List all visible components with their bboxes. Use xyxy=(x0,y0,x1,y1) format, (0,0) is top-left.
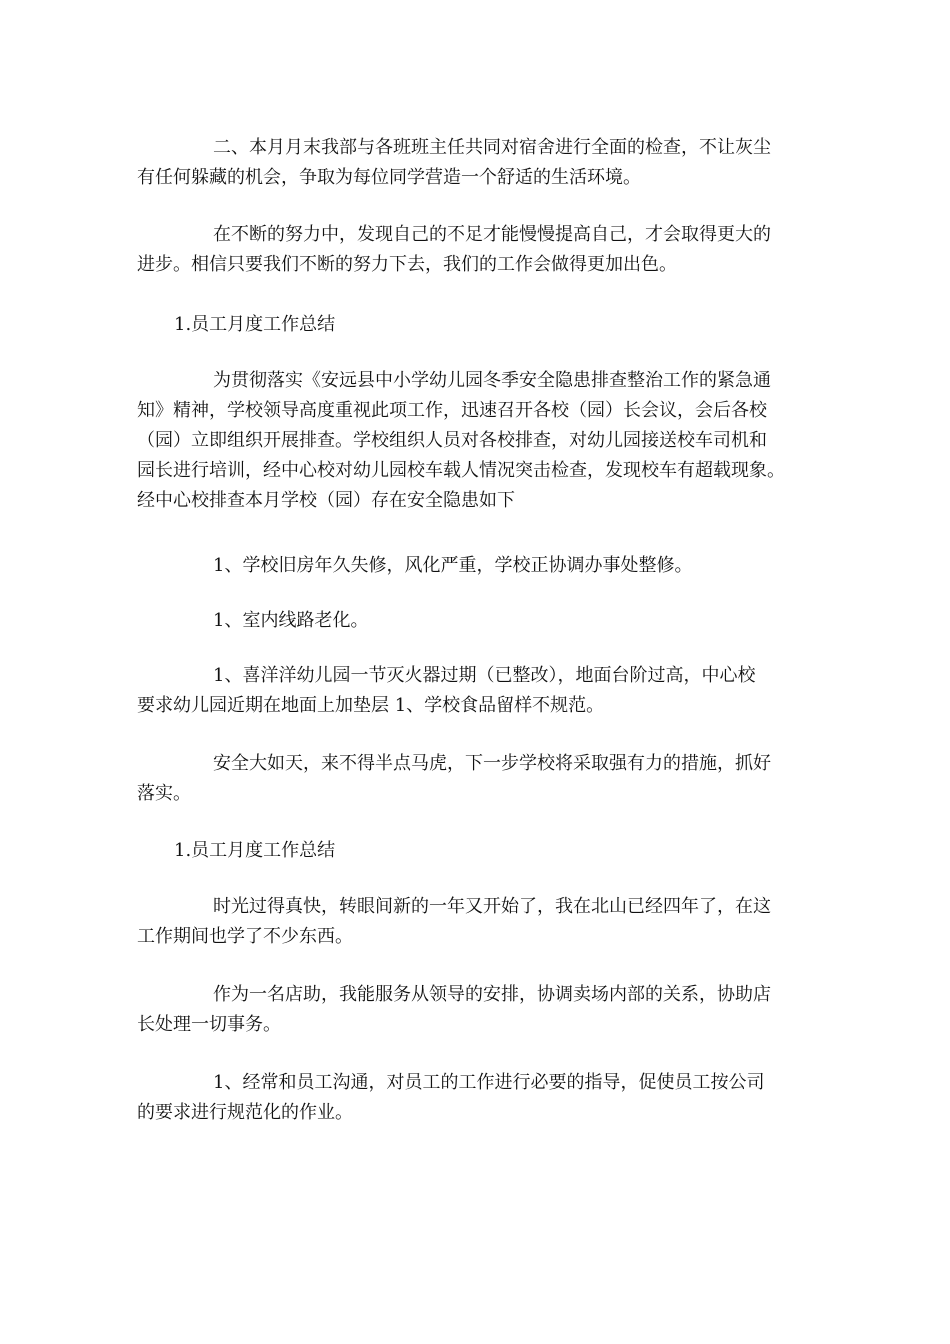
text-line: 要求幼儿园近期在地面上加垫层 1、学校食品留样不规范。 xyxy=(137,695,605,716)
text-line: 为贯彻落实《安远县中小学幼儿园冬季安全隐患排查整治工作的紧急通 xyxy=(213,370,771,391)
text-line: 二、本月月末我部与各班班主任共同对宿舍进行全面的检查，不让灰尘 xyxy=(213,137,771,158)
text-line: 经中心校排查本月学校（园）存在安全隐患如下 xyxy=(137,490,515,511)
text-line: 进步。相信只要我们不断的努力下去，我们的工作会做得更加出色。 xyxy=(137,254,677,275)
paragraph-staff-communication xyxy=(137,1068,817,1128)
text-line: 作为一名店助，我能服务从领导的安排，协调卖场内部的关系，协助店 xyxy=(213,984,771,1005)
paragraph-store-assistant xyxy=(137,980,817,1040)
paragraph-old-buildings xyxy=(137,551,817,581)
text-line: 在不断的努力中，发现自己的不足才能慢慢提高自己，才会取得更大的 xyxy=(213,224,771,245)
text-line: 安全大如天，来不得半点马虎，下一步学校将采取强有力的措施，抓好 xyxy=(213,753,771,774)
paragraph-safety-notice xyxy=(137,366,817,516)
paragraph-time-flies xyxy=(137,892,817,952)
paragraph-kindergarten xyxy=(137,661,817,721)
text-line: 1、室内线路老化。 xyxy=(213,610,369,631)
paragraph-safety-first xyxy=(137,749,817,809)
text-line: 工作期间也学了不少东西。 xyxy=(137,926,353,947)
section-heading: 1.员工月度工作总结 xyxy=(174,314,336,335)
paragraph-wiring xyxy=(137,606,817,636)
text-line: 落实。 xyxy=(137,783,191,804)
paragraph-progress xyxy=(137,220,817,280)
paragraph-dormitory-inspection xyxy=(137,133,817,193)
text-line: （园）立即组织开展排查。学校组织人员对各校排查，对幼儿园接送校车司机和 xyxy=(137,430,767,451)
text-line: 时光过得真快，转眼间新的一年又开始了，我在北山已经四年了，在这 xyxy=(213,896,771,917)
section-heading: 1.员工月度工作总结 xyxy=(174,840,336,861)
text-line: 的要求进行规范化的作业。 xyxy=(137,1102,353,1123)
text-line: 1、学校旧房年久失修，风化严重，学校正协调办事处整修。 xyxy=(213,555,693,576)
text-line: 长处理一切事务。 xyxy=(137,1014,281,1035)
text-line: 有任何躲藏的机会，争取为每位同学营造一个舒适的生活环境。 xyxy=(137,167,641,188)
text-line: 1、经常和员工沟通，对员工的工作进行必要的指导，促使员工按公司 xyxy=(213,1072,765,1093)
text-line: 1、喜洋洋幼儿园一节灭火器过期（已整改），地面台阶过高，中心校 xyxy=(213,665,756,686)
text-line: 园长进行培训，经中心校对幼儿园校车载人情况突击检查，发现校车有超载现象。 xyxy=(137,460,785,481)
text-line: 知》精神，学校领导高度重视此项工作，迅速召开各校（园）长会议，会后各校 xyxy=(137,400,767,421)
